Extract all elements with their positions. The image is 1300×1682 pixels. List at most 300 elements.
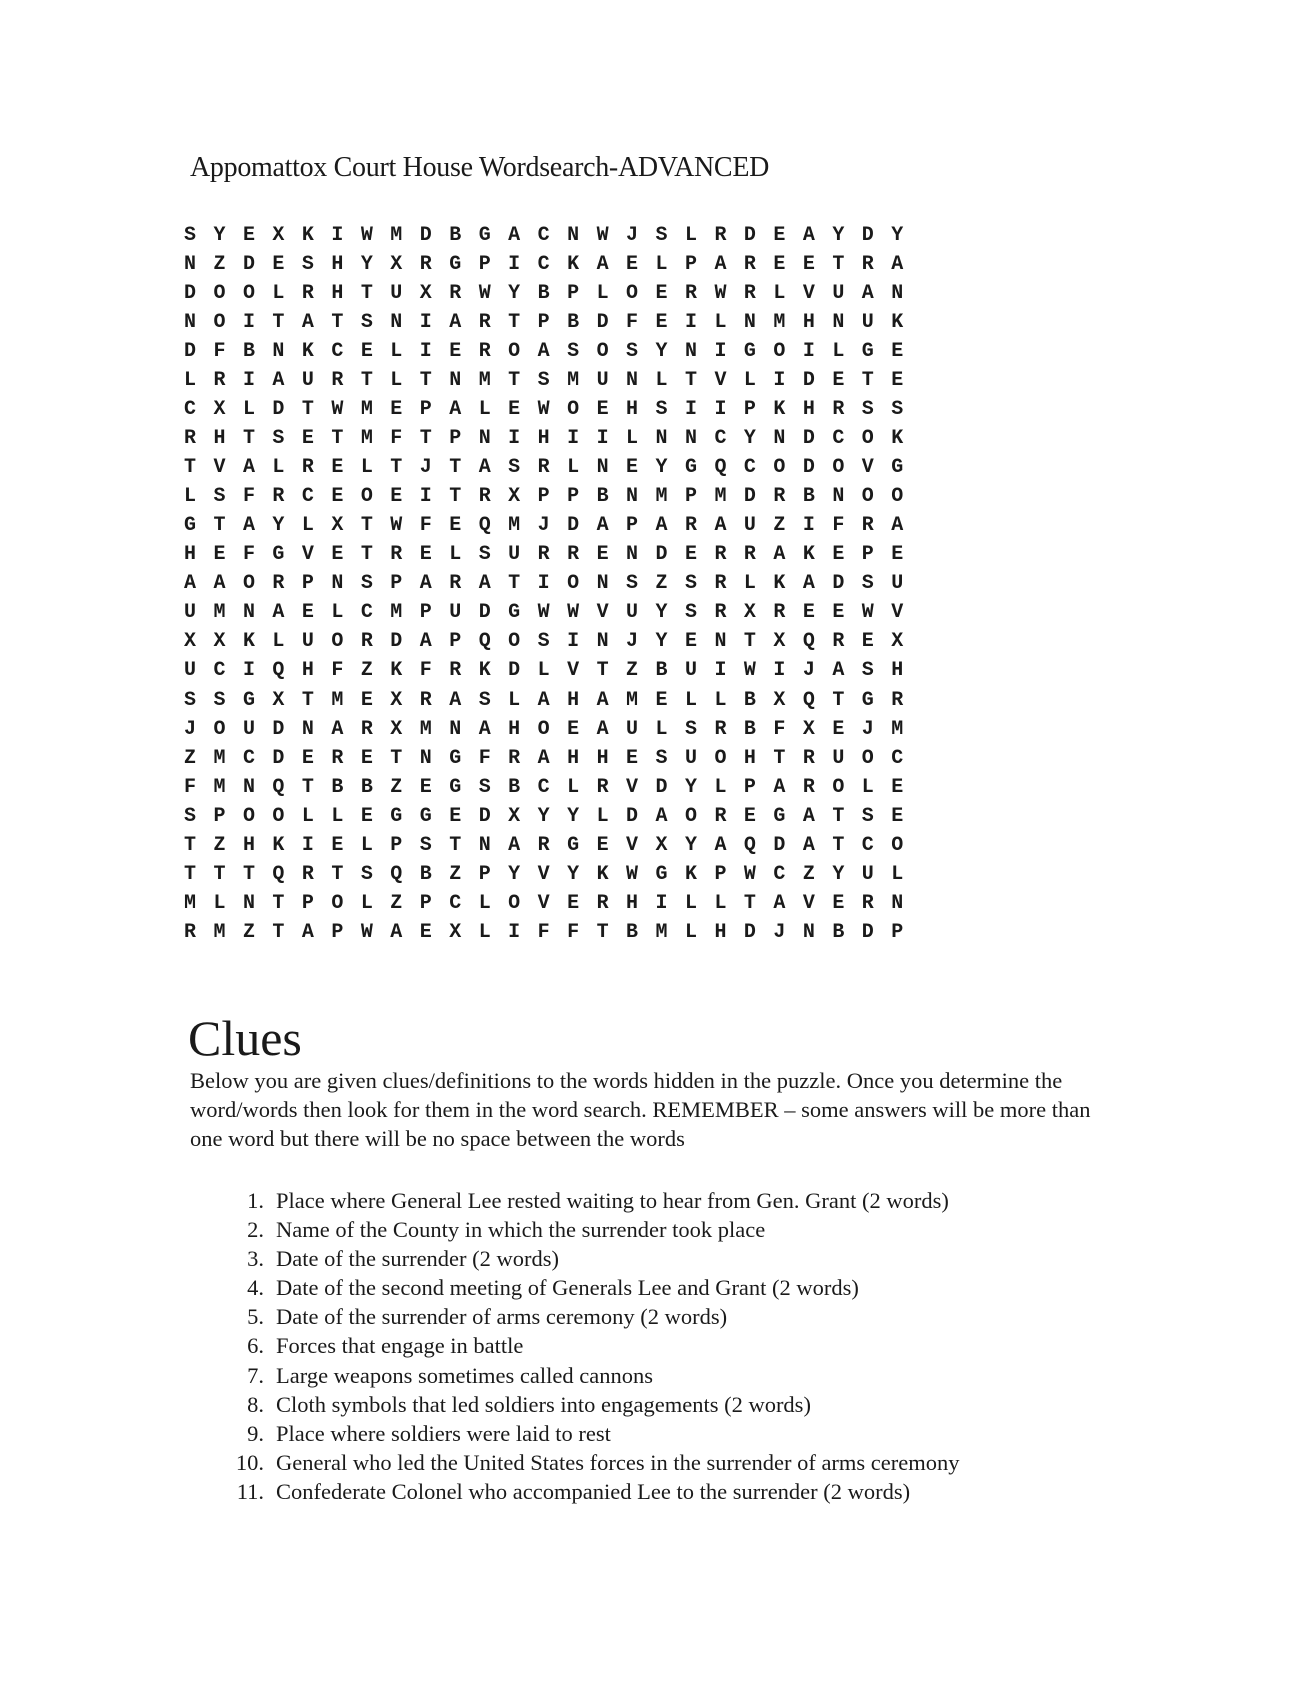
grid-letter: W (360, 920, 373, 944)
grid-letter: I (684, 398, 697, 422)
grid-letter: X (419, 282, 432, 306)
grid-letter: T (832, 253, 845, 277)
grid-letter: A (242, 514, 255, 538)
grid-letter: X (184, 630, 197, 654)
grid-letter: M (390, 224, 403, 247)
grid-letter: Q (802, 688, 815, 712)
clue-text: Confederate Colonel who accompanied Lee to the surrender (2 words) (276, 1478, 911, 1504)
grid-letter: U (596, 369, 609, 393)
grid-letter: K (390, 659, 403, 683)
grid-letter: Z (242, 920, 255, 944)
grid-letter: Y (272, 514, 285, 538)
grid-letter: D (567, 514, 580, 538)
grid-letter: R (508, 746, 521, 770)
grid-letter: V (626, 775, 639, 799)
grid-letter: E (596, 543, 609, 567)
grid-letter: N (449, 717, 462, 741)
grid-letter: R (184, 427, 197, 451)
grid-letter: L (567, 456, 580, 480)
grid-letter: F (626, 311, 639, 335)
grid-letter: E (360, 746, 373, 770)
grid-letter: Q (743, 833, 756, 857)
grid-letter: T (331, 862, 344, 886)
grid-letter: R (272, 485, 285, 509)
grid-letter: Y (567, 862, 580, 886)
grid-letter: W (360, 224, 373, 247)
grid-letter: V (213, 456, 226, 480)
grid-letter: T (360, 282, 373, 306)
grid-letter: V (567, 659, 580, 683)
grid-letter: Y (832, 862, 845, 886)
grid-letter: M (213, 746, 226, 770)
grid-letter: F (419, 659, 432, 683)
grid-letter: D (655, 543, 668, 567)
grid-letter: E (596, 833, 609, 857)
grid-letter: L (714, 688, 727, 712)
grid-letter: N (449, 369, 462, 393)
grid-letter: M (360, 398, 373, 422)
grid-letter: R (861, 891, 874, 915)
grid-letter: R (301, 456, 314, 480)
grid-letter: X (331, 514, 344, 538)
grid-letter: G (449, 253, 462, 277)
grid-letter: O (242, 804, 255, 828)
grid-letter: F (242, 485, 255, 509)
clue-text: Date of the second meeting of Generals Lee and Grant (2 words) (276, 1275, 859, 1301)
grid-letter: G (773, 804, 786, 828)
grid-letter: A (213, 572, 226, 596)
grid-letter: B (537, 282, 550, 306)
grid-letter: D (626, 804, 639, 828)
grid-letter: E (773, 253, 786, 277)
grid-letter: K (773, 572, 786, 596)
grid-letter: L (743, 369, 756, 393)
grid-letter: G (684, 456, 697, 480)
grid-letter: F (567, 920, 580, 944)
grid-letter: B (360, 775, 373, 799)
grid-letter: O (360, 485, 373, 509)
grid-letter: X (655, 833, 668, 857)
grid-letter: U (301, 369, 314, 393)
grid-letter: R (537, 833, 550, 857)
grid-letter: M (567, 369, 580, 393)
grid-letter: N (242, 891, 255, 915)
grid-letter: Y (213, 224, 226, 247)
grid-letter: H (331, 282, 344, 306)
grid-letter: S (861, 804, 874, 828)
grid-letter: A (596, 253, 609, 277)
grid-letter: R (567, 543, 580, 567)
grid-letter: W (478, 282, 491, 306)
grid-letter: X (449, 920, 462, 944)
grid-letter: R (714, 543, 727, 567)
grid-letter: A (891, 514, 904, 538)
grid-letter: D (743, 920, 756, 944)
grid-letter: T (832, 833, 845, 857)
grid-letter: S (478, 775, 491, 799)
grid-letter: R (684, 282, 697, 306)
grid-letter: L (390, 340, 403, 364)
grid-letter: L (508, 688, 521, 712)
grid-letter: R (331, 746, 344, 770)
grid-letter: X (213, 630, 226, 654)
grid-letter: Q (272, 659, 285, 683)
grid-letter: S (537, 630, 550, 654)
grid-letter: W (743, 659, 756, 683)
grid-row (184, 482, 921, 511)
grid-letter: S (360, 862, 373, 886)
grid-letter: O (832, 775, 845, 799)
grid-letter: H (802, 311, 815, 335)
grid-letter: L (567, 775, 580, 799)
grid-letter: U (301, 630, 314, 654)
grid-letter: M (213, 601, 226, 625)
grid-letter: R (714, 717, 727, 741)
grid-letter: Q (272, 862, 285, 886)
grid-letter: Q (714, 456, 727, 480)
grid-letter: L (655, 369, 668, 393)
grid-letter: M (773, 311, 786, 335)
grid-letter: A (184, 572, 197, 596)
grid-letter: R (449, 572, 462, 596)
grid-letter: O (567, 398, 580, 422)
clue-item (190, 1186, 1140, 1215)
grid-letter: G (861, 340, 874, 364)
grid-letter: E (832, 369, 845, 393)
grid-letter: A (596, 688, 609, 712)
grid-letter: E (567, 891, 580, 915)
grid-letter: B (508, 775, 521, 799)
clue-number: 8. (247, 1391, 264, 1417)
grid-letter: W (861, 601, 874, 625)
grid-letter: E (891, 543, 904, 567)
grid-letter: L (331, 804, 344, 828)
grid-letter: P (567, 485, 580, 509)
grid-letter: V (714, 369, 727, 393)
grid-letter: W (596, 224, 609, 247)
grid-letter: R (478, 311, 491, 335)
grid-letter: A (449, 311, 462, 335)
grid-letter: V (861, 456, 874, 480)
grid-letter: K (301, 224, 314, 247)
grid-letter: T (684, 369, 697, 393)
grid-letter: M (213, 775, 226, 799)
clue-number: 10. (235, 1449, 264, 1475)
grid-letter: S (272, 427, 285, 451)
grid-letter: M (331, 688, 344, 712)
grid-letter: O (508, 891, 521, 915)
grid-letter: Y (684, 775, 697, 799)
grid-row (184, 802, 921, 831)
grid-letter: U (861, 311, 874, 335)
grid-letter: O (508, 340, 521, 364)
grid-letter: F (478, 746, 491, 770)
grid-letter: I (419, 340, 432, 364)
grid-letter: T (390, 456, 403, 480)
grid-row (184, 279, 921, 308)
grid-letter: A (301, 920, 314, 944)
grid-letter: O (508, 630, 521, 654)
grid-letter: H (508, 717, 521, 741)
grid-letter: P (537, 311, 550, 335)
grid-letter: P (567, 282, 580, 306)
grid-letter: A (655, 514, 668, 538)
grid-row (184, 715, 921, 744)
clue-text: Date of the surrender (2 words) (276, 1246, 560, 1272)
grid-letter: T (301, 775, 314, 799)
grid-letter: A (508, 224, 521, 247)
grid-letter: N (832, 311, 845, 335)
grid-letter: F (832, 514, 845, 538)
grid-letter: D (184, 282, 197, 306)
grid-letter: H (331, 253, 344, 277)
grid-letter: X (213, 398, 226, 422)
grid-letter: Z (390, 775, 403, 799)
grid-letter: M (213, 920, 226, 944)
grid-letter: E (301, 601, 314, 625)
grid-letter: H (242, 833, 255, 857)
grid-letter: K (891, 311, 904, 335)
grid-row (184, 221, 921, 250)
grid-letter: L (184, 369, 197, 393)
grid-letter: O (331, 630, 344, 654)
grid-letter: E (567, 717, 580, 741)
grid-letter: W (537, 398, 550, 422)
grid-row (184, 831, 921, 860)
grid-letter: C (773, 862, 786, 886)
grid-letter: E (626, 253, 639, 277)
grid-letter: T (242, 862, 255, 886)
grid-letter: R (891, 688, 904, 712)
grid-letter: C (832, 427, 845, 451)
clue-item (190, 1331, 1140, 1360)
grid-letter: U (390, 282, 403, 306)
grid-letter: S (684, 572, 697, 596)
grid-letter: N (272, 340, 285, 364)
grid-letter: M (626, 688, 639, 712)
grid-letter: P (301, 891, 314, 915)
grid-letter: S (861, 659, 874, 683)
clue-number: 9. (247, 1420, 264, 1446)
grid-letter: R (773, 485, 786, 509)
grid-letter: M (478, 369, 491, 393)
grid-letter: N (478, 427, 491, 451)
grid-letter: R (478, 485, 491, 509)
grid-letter: H (891, 659, 904, 683)
grid-letter: E (449, 804, 462, 828)
grid-letter: S (537, 369, 550, 393)
grid-letter: S (655, 398, 668, 422)
grid-letter: E (242, 224, 255, 247)
grid-row (184, 656, 921, 685)
clue-number: 3. (247, 1246, 264, 1272)
grid-letter: D (242, 253, 255, 277)
clue-item (190, 1477, 1140, 1506)
grid-letter: F (242, 543, 255, 567)
grid-letter: O (891, 485, 904, 509)
grid-letter: T (390, 746, 403, 770)
grid-letter: Y (655, 601, 668, 625)
grid-letter: I (537, 572, 550, 596)
grid-letter: E (360, 804, 373, 828)
grid-letter: O (714, 746, 727, 770)
grid-letter: N (891, 282, 904, 306)
grid-letter: I (714, 398, 727, 422)
grid-letter: O (596, 340, 609, 364)
grid-letter: V (537, 891, 550, 915)
grid-letter: P (478, 862, 491, 886)
grid-row (184, 686, 921, 715)
grid-letter: I (596, 427, 609, 451)
grid-letter: U (832, 282, 845, 306)
grid-letter: Y (508, 862, 521, 886)
grid-letter: S (626, 340, 639, 364)
grid-letter: A (832, 659, 845, 683)
grid-letter: E (802, 601, 815, 625)
grid-letter: E (684, 630, 697, 654)
grid-letter: L (655, 253, 668, 277)
grid-letter: R (449, 659, 462, 683)
grid-letter: I (242, 369, 255, 393)
grid-letter: R (743, 543, 756, 567)
grid-letter: R (596, 775, 609, 799)
grid-letter: R (861, 253, 874, 277)
grid-letter: C (213, 659, 226, 683)
grid-letter: C (242, 746, 255, 770)
clue-number: 4. (247, 1275, 264, 1301)
grid-letter: E (419, 920, 432, 944)
grid-letter: R (419, 253, 432, 277)
grid-letter: F (773, 717, 786, 741)
page-title: Appomattox Court House Wordsearch-ADVANCED (190, 152, 770, 183)
grid-letter: W (743, 862, 756, 886)
grid-letter: E (272, 253, 285, 277)
grid-letter: H (213, 427, 226, 451)
grid-letter: P (891, 920, 904, 944)
grid-letter: R (478, 340, 491, 364)
grid-row (184, 540, 921, 569)
grid-letter: L (331, 601, 344, 625)
grid-letter: R (390, 543, 403, 567)
clue-number: 2. (247, 1217, 264, 1243)
grid-letter: Y (655, 340, 668, 364)
grid-letter: A (714, 514, 727, 538)
grid-letter: F (213, 340, 226, 364)
grid-letter: F (184, 775, 197, 799)
grid-letter: O (537, 717, 550, 741)
grid-letter: Y (655, 456, 668, 480)
grid-letter: L (478, 891, 491, 915)
grid-letter: P (331, 920, 344, 944)
grid-letter: S (567, 340, 580, 364)
grid-letter: T (272, 920, 285, 944)
grid-letter: N (301, 717, 314, 741)
grid-letter: S (655, 746, 668, 770)
grid-letter: Z (773, 514, 786, 538)
grid-letter: L (684, 688, 697, 712)
grid-letter: G (567, 833, 580, 857)
grid-letter: X (390, 717, 403, 741)
grid-letter: Y (684, 833, 697, 857)
grid-letter: N (684, 427, 697, 451)
grid-letter: K (596, 862, 609, 886)
grid-letter: P (684, 253, 697, 277)
grid-letter: O (861, 427, 874, 451)
grid-letter: G (449, 775, 462, 799)
grid-letter: D (184, 340, 197, 364)
grid-letter: P (419, 891, 432, 915)
grid-letter: Y (567, 804, 580, 828)
grid-letter: R (802, 746, 815, 770)
grid-letter: L (832, 340, 845, 364)
grid-letter: K (773, 398, 786, 422)
grid-letter: T (861, 369, 874, 393)
grid-letter: R (360, 717, 373, 741)
grid-letter: L (301, 804, 314, 828)
clue-number: 11. (236, 1478, 264, 1504)
grid-letter: F (331, 659, 344, 683)
grid-row (184, 569, 921, 598)
grid-letter: S (478, 688, 491, 712)
grid-letter: L (714, 891, 727, 915)
grid-letter: O (213, 717, 226, 741)
grid-letter: E (891, 340, 904, 364)
grid-letter: R (184, 920, 197, 944)
grid-letter: L (655, 717, 668, 741)
grid-letter: S (478, 543, 491, 567)
grid-letter: J (537, 514, 550, 538)
grid-letter: S (301, 253, 314, 277)
grid-letter: T (419, 369, 432, 393)
clue-text: Large weapons sometimes called cannons (276, 1362, 653, 1388)
grid-letter: R (714, 224, 727, 247)
grid-letter: R (743, 253, 756, 277)
grid-letter: B (743, 688, 756, 712)
grid-letter: E (301, 427, 314, 451)
grid-letter: Y (743, 427, 756, 451)
grid-row (184, 918, 921, 947)
grid-letter: A (773, 543, 786, 567)
grid-letter: H (714, 920, 727, 944)
grid-letter: X (891, 630, 904, 654)
grid-letter: G (861, 688, 874, 712)
grid-letter: T (773, 746, 786, 770)
grid-letter: U (891, 572, 904, 596)
grid-letter: H (743, 746, 756, 770)
grid-letter: B (743, 717, 756, 741)
grid-letter: C (449, 891, 462, 915)
grid-letter: I (508, 427, 521, 451)
grid-letter: M (891, 717, 904, 741)
grid-letter: W (714, 282, 727, 306)
grid-letter: Z (360, 659, 373, 683)
grid-letter: A (390, 920, 403, 944)
grid-letter: D (478, 804, 491, 828)
grid-letter: F (537, 920, 550, 944)
grid-letter: N (331, 572, 344, 596)
grid-letter: I (301, 833, 314, 857)
grid-letter: O (891, 833, 904, 857)
grid-letter: E (360, 340, 373, 364)
grid-letter: G (242, 688, 255, 712)
grid-letter: A (891, 253, 904, 277)
grid-letter: P (861, 543, 874, 567)
grid-letter: T (449, 833, 462, 857)
grid-letter: B (242, 340, 255, 364)
grid-letter: X (508, 804, 521, 828)
grid-letter: A (714, 833, 727, 857)
grid-letter: I (567, 630, 580, 654)
